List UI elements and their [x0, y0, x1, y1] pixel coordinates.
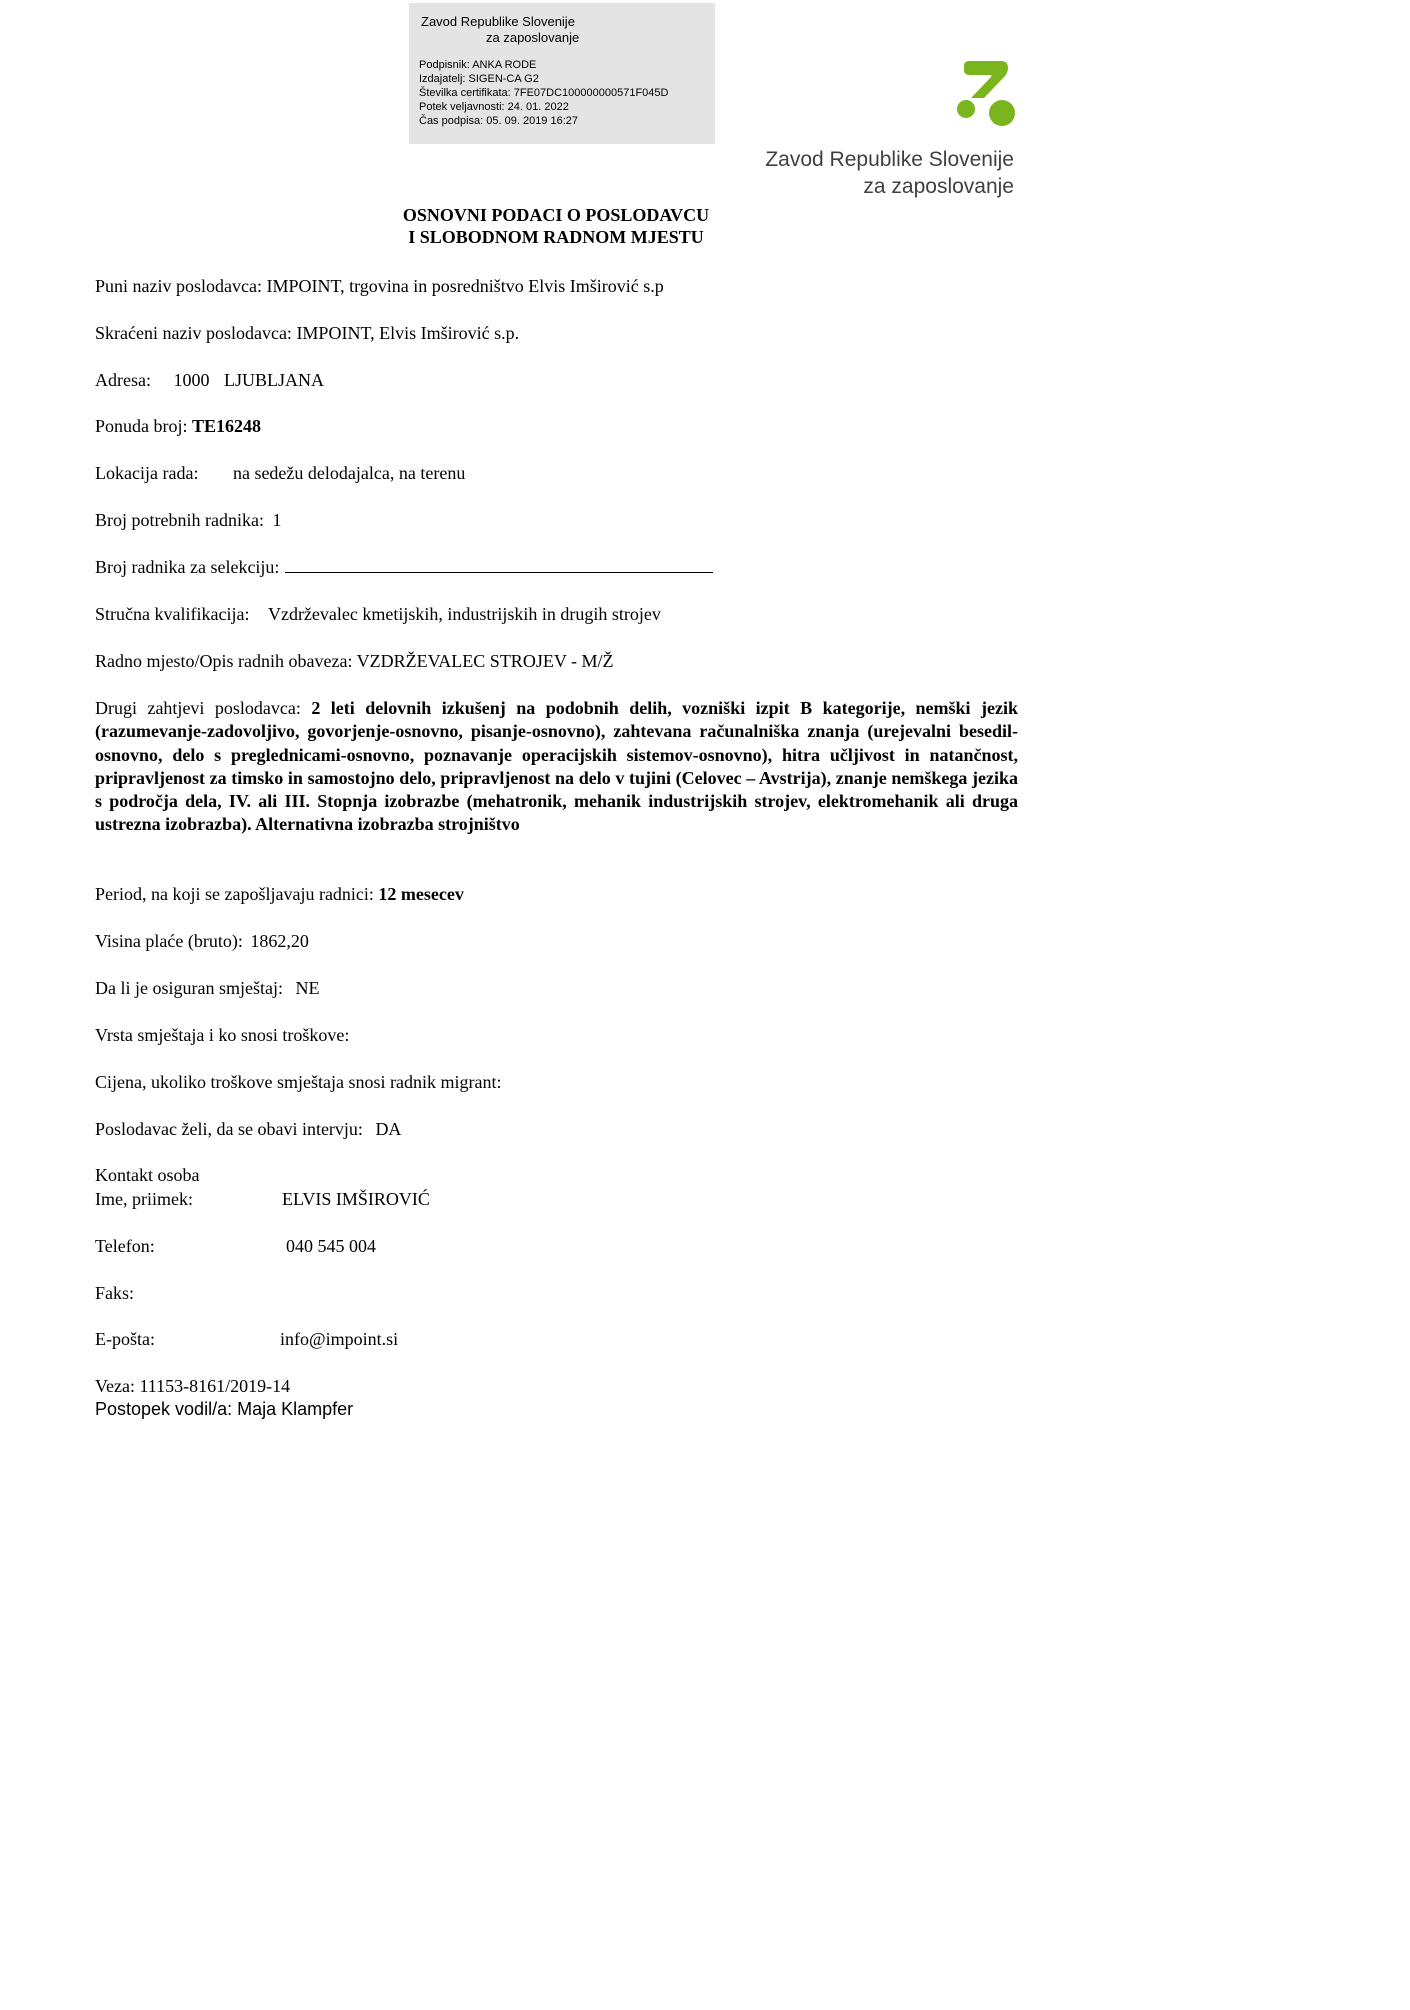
title-line2: I SLOBODNOM RADNOM MJESTU [408, 227, 704, 247]
email-label: E-pošta: [95, 1329, 155, 1349]
field-short-name [95, 322, 519, 344]
offer-value: TE16248 [192, 416, 262, 436]
signature-org-line2: za zaposlovanje [486, 30, 580, 45]
offer-label: Ponuda broj: [95, 416, 188, 436]
field-workers-needed [95, 509, 281, 531]
field-salary [95, 930, 309, 952]
logo-wordmark [760, 146, 1014, 200]
document-title [300, 204, 812, 248]
signature-org-line1: Zavod Republike Slovenije [421, 14, 575, 29]
location-label: Lokacija rada: [95, 463, 199, 483]
position-value: VZDRŽEVALEC STROJEV - M/Ž [356, 651, 614, 671]
address-label: Adresa: [95, 370, 151, 390]
location-value: na sedežu delodajalca, na terenu [232, 463, 466, 483]
interview-value: DA [375, 1119, 402, 1139]
field-contact-name [95, 1188, 430, 1210]
workers-needed-value: 1 [272, 510, 282, 530]
field-employment-period [95, 883, 464, 905]
signature-details [419, 58, 668, 128]
logo-line1: Zavod Republike Slovenije [765, 148, 1014, 171]
interview-label: Poslodavac želi, da se obavi intervju: [95, 1119, 363, 1139]
workers-needed-label: Broj potrebnih radnika: [95, 510, 264, 530]
accommodation-label: Da li je osiguran smještaj: [95, 978, 283, 998]
address-postcode: 1000 [173, 370, 210, 390]
field-offer-number [95, 415, 261, 437]
field-email [95, 1328, 398, 1350]
field-work-location [95, 462, 465, 484]
field-fax [95, 1282, 134, 1304]
reference-number: Veza: 11153-8161/2019-14 [95, 1376, 291, 1396]
requirements-value: 2 leti delovnih izkušenj na podobnih delih, vozniški izpit B kategorije, nemški jezik (razumevanje-zadovoljivo, govorjenje-osnovno, pisanje-osnovno), zahtevana računalniška znanja (urejevalni besedil-osnovno, delo s preglednicami-osnovno, poznavanje operacijskih sistemov-osnovno), hitra učljivost in natančnost, pripravljenost za timsko in samostojno delo, pripravljenost na delo v tujini (Celovec – Avstrija), znanje nemškega jezika s področja dela, IV. ali III. Stopnja izobrazbe (mehatronik, mehanik industrijskih strojev, elektromehanik ali druga ustrezna izobrazba). Alternativna izobrazba strojništvo [95, 698, 1018, 835]
field-accommodation [95, 977, 319, 999]
field-qualification [95, 603, 661, 625]
full-name-label: Puni naziv poslodavca: [95, 276, 262, 296]
period-value: 12 mesecev [378, 884, 464, 904]
selection-blank-line [285, 557, 713, 573]
period-label: Period, na koji se zapošljavaju radnici: [95, 884, 374, 904]
logo-line2: za zaposlovanje [863, 175, 1014, 198]
short-name-value: IMPOINT, Elvis Imširović s.p. [296, 323, 520, 343]
field-other-requirements [95, 697, 1018, 837]
field-accommodation-type [95, 1024, 349, 1046]
field-position [95, 650, 613, 672]
signature-signer: Podpisnik: ANKA RODE [419, 59, 537, 71]
qualification-label: Stručna kvalifikacija: [95, 604, 250, 624]
phone-label: Telefon: [95, 1236, 155, 1256]
selection-label: Broj radnika za selekciju: [95, 557, 280, 577]
address-city: LJUBLJANA [223, 370, 324, 390]
field-interview [95, 1118, 401, 1140]
contact-name-value: ELVIS IMŠIROVIĆ [282, 1189, 430, 1209]
handled-by: Postopek vodil/a: Maja Klampfer [95, 1399, 354, 1419]
accommodation-value: NE [295, 978, 320, 998]
short-name-label: Skraćeni naziv poslodavca: [95, 323, 292, 343]
phone-value: 040 545 004 [286, 1236, 376, 1256]
email-value[interactable]: info@impoint.si [280, 1329, 399, 1349]
signature-certificate: Številka certifikata: 7FE07DC100000000571F045D [419, 87, 669, 99]
field-address [95, 369, 324, 391]
contact-name-label: Ime, priimek: [95, 1189, 193, 1209]
price-label: Cijena, ukoliko troškove smještaja snosi radnik migrant: [95, 1072, 502, 1092]
title-line1: OSNOVNI PODACI O POSLODAVCU [402, 205, 710, 225]
fax-label: Faks: [95, 1283, 135, 1303]
field-phone [95, 1235, 376, 1257]
signature-organization [421, 14, 579, 46]
signature-issuer: Izdajatelj: SIGEN-CA G2 [419, 73, 539, 85]
salary-value: 1862,20 [250, 931, 309, 951]
contact-heading: Kontakt osoba [95, 1165, 200, 1185]
requirements-label: Drugi zahtjevi poslodavca: [95, 698, 301, 718]
position-label: Radno mjesto/Opis radnih obaveza: [95, 651, 353, 671]
zrss-logo-icon [957, 58, 1021, 128]
salary-label: Visina plaće (bruto): [95, 931, 243, 951]
field-full-name [95, 275, 664, 297]
full-name-value: IMPOINT, trgovina in posredništvo Elvis Imširović s.p [266, 276, 664, 296]
field-accommodation-price [95, 1071, 501, 1093]
digital-signature-box [409, 3, 715, 144]
signature-signed-at: Čas podpisa: 05. 09. 2019 16:27 [419, 115, 579, 127]
accommodation-type-label: Vrsta smještaja i ko snosi troškove: [95, 1025, 350, 1045]
field-selection-count [95, 556, 713, 578]
qualification-value: Vzdrževalec kmetijskih, industrijskih in drugih strojev [267, 604, 661, 624]
signature-valid-until: Potek veljavnosti: 24. 01. 2022 [419, 101, 569, 113]
